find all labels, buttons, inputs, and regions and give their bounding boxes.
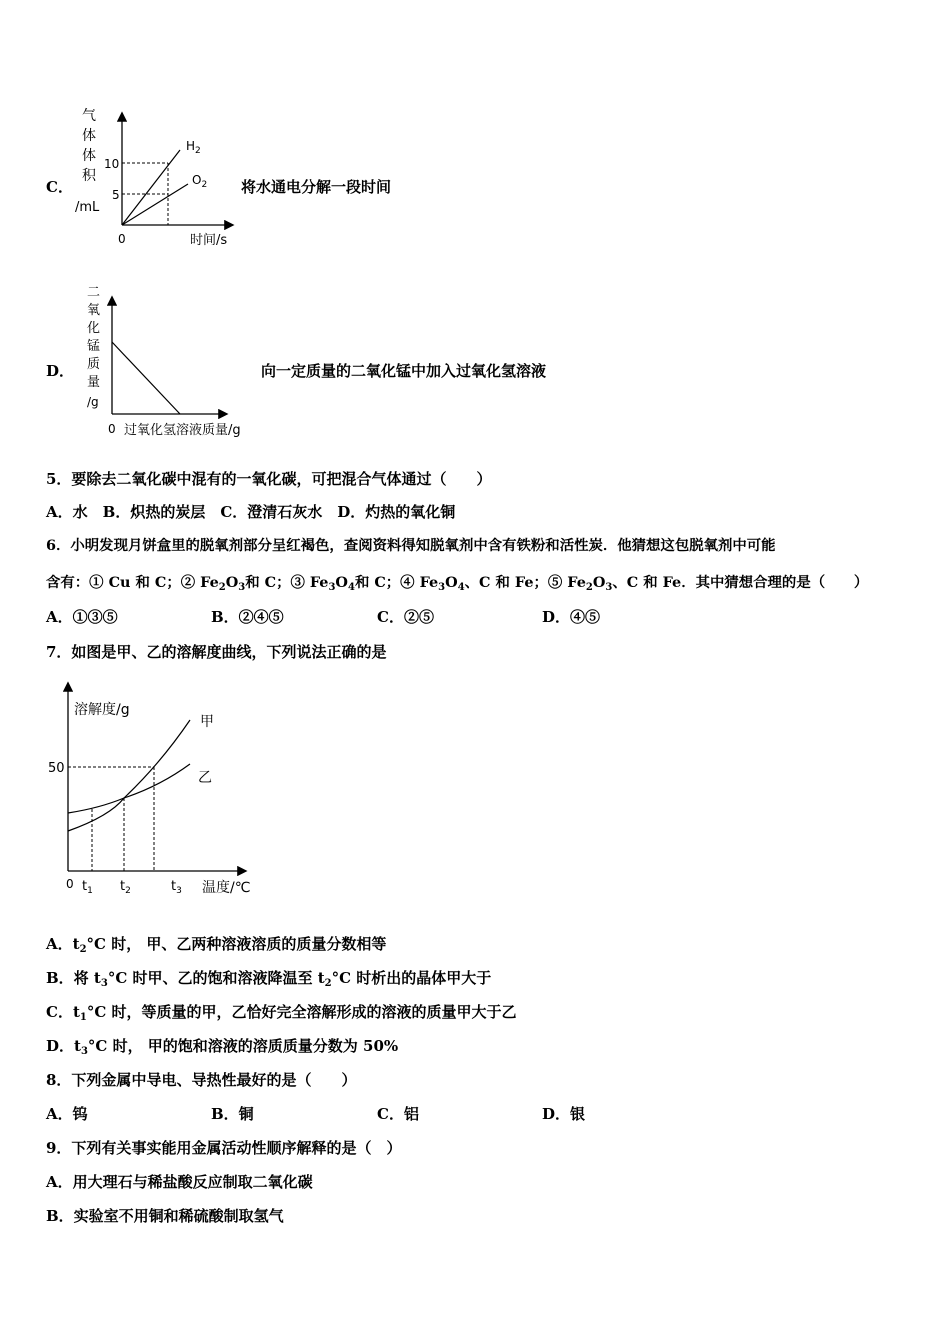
q9-stem: 9．下列有关事实能用金属活动性顺序解释的是（ ） xyxy=(46,1139,402,1157)
y-label-char: 积 xyxy=(82,168,96,184)
yi-curve xyxy=(68,764,190,813)
option-d-label: D． xyxy=(46,362,75,380)
y-unit: /mL xyxy=(75,200,100,215)
q8-option-b: B．铜 xyxy=(211,1105,254,1123)
y-label-char: 氧 xyxy=(87,303,101,318)
y-label-char: 二 xyxy=(87,285,101,300)
water-electrolysis-graph xyxy=(72,100,242,250)
solubility-curve-graph xyxy=(40,676,270,906)
q7-option-b: B．将 $t_3^\circ C$ 时甲、乙的饱和溶液降温至 $t_2^\circ C$ 时析出的晶体甲大于 xyxy=(46,969,492,989)
x-label: 过氧化氢溶液质量/g xyxy=(124,423,241,438)
y-label-char: 气 xyxy=(82,108,96,124)
tick-t1: $t_1$ xyxy=(82,879,93,896)
x-label: 温度/℃ xyxy=(202,880,251,896)
q9-option-b: B．实验室不用铜和稀硫酸制取氢气 xyxy=(46,1207,284,1225)
option-c-description: 将水通电分解一段时间 xyxy=(241,178,392,196)
option-c-label: C． xyxy=(46,178,73,196)
y-label-char: 体 xyxy=(82,148,96,164)
q5-stem: 5．要除去二氧化碳中混有的一氧化碳，可把混合气体通过（ ） xyxy=(46,470,492,488)
y-label-char: 质 xyxy=(87,357,101,372)
jia-label: 甲 xyxy=(200,714,214,730)
h2-label: $H_2$ xyxy=(186,139,201,156)
q7-stem: 7．如图是甲、乙的溶解度曲线，下列说法正确的是 xyxy=(46,643,387,661)
origin: 0 xyxy=(108,422,116,436)
q6-option-d: D．④⑤ xyxy=(542,608,601,626)
q6-option-a: A．①③⑤ xyxy=(46,608,118,626)
o2-line xyxy=(122,184,188,225)
q6-option-c: C．②⑤ xyxy=(377,608,434,626)
yi-label: 乙 xyxy=(198,770,212,786)
y-label: 溶解度/g xyxy=(74,702,130,718)
origin: 0 xyxy=(118,232,126,246)
q8-option-a: A．钨 xyxy=(46,1105,88,1123)
tick-10: 10 xyxy=(104,157,120,171)
q8-option-d: D．银 xyxy=(542,1105,586,1123)
q7-option-a: A．$t_2^\circ C$ 时， 甲、乙两种溶液溶质的质量分数相等 xyxy=(46,935,387,955)
tick-50: 50 xyxy=(48,761,65,776)
q6-stem-line2: 含有：① Cu 和 C；② $Fe_2O_3$和 C；③ $Fe_3O_4$和 C；④ $Fe_3O_4$、C 和 Fe；⑤ $Fe_2O_3$、C 和 Fe．其中猜想合理的是（ ） xyxy=(46,574,869,593)
x-label: 时间/s xyxy=(190,233,228,248)
tick-t3: $t_3$ xyxy=(171,879,182,896)
origin: 0 xyxy=(66,877,74,891)
y-label-char: 化 xyxy=(87,321,101,336)
option-d-description: 向一定质量的二氧化锰中加入过氧化氢溶液 xyxy=(261,362,547,380)
y-label-char: 量 xyxy=(87,375,101,390)
q6-option-b: B．②④⑤ xyxy=(211,608,284,626)
q7-option-c: C．$t_1^\circ C$ 时，等质量的甲，乙恰好完全溶解形成的溶液的质量甲大于乙 xyxy=(46,1003,517,1023)
manganese-dioxide-graph xyxy=(78,284,263,444)
h2-line xyxy=(122,150,180,225)
q8-option-c: C．铝 xyxy=(377,1105,419,1123)
q5-options: A．水 B．炽热的炭层 C．澄清石灰水 D．灼热的氧化铜 xyxy=(46,503,456,521)
q7-option-d: D．$t_3^\circ C$ 时， 甲的饱和溶液的溶质质量分数为 50% xyxy=(46,1037,399,1057)
q9-option-a: A．用大理石与稀盐酸反应制取二氧化碳 xyxy=(46,1173,313,1191)
q6-stem-line1: 6．小明发现月饼盒里的脱氧剂部分呈红褐色，查阅资料得知脱氧剂中含有铁粉和活性炭．他猜想这包脱氧剂中可能 xyxy=(46,537,776,554)
q8-stem: 8．下列金属中导电、导热性最好的是（ ） xyxy=(46,1071,357,1089)
o2-label: $O_2$ xyxy=(192,173,208,190)
y-unit: /g xyxy=(87,395,99,409)
tick-t2: $t_2$ xyxy=(120,879,131,896)
y-label-char: 体 xyxy=(82,128,96,144)
decreasing-line xyxy=(112,342,180,414)
tick-5: 5 xyxy=(112,188,120,202)
y-label-char: 锰 xyxy=(87,339,101,354)
